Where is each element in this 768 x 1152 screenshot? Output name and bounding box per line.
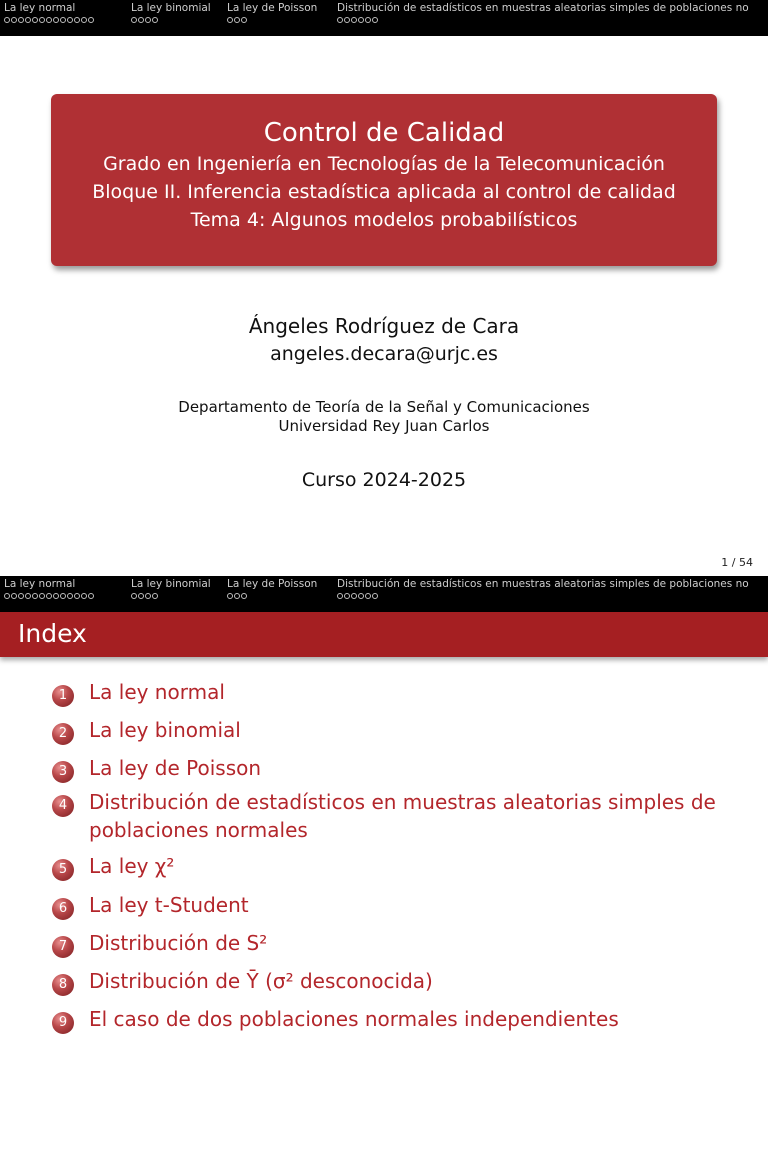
nav-progress-dot[interactable] bbox=[358, 17, 364, 23]
page-number: 1 / 54 bbox=[721, 556, 753, 569]
toc-item-text[interactable]: La ley χ² bbox=[89, 854, 175, 878]
toc-number-ball: 7 bbox=[52, 936, 74, 958]
nav-section-label[interactable]: La ley de Poisson bbox=[227, 2, 318, 14]
nav-progress-dot[interactable] bbox=[365, 17, 371, 23]
nav-progress-dot[interactable] bbox=[241, 593, 247, 599]
nav-section-normal[interactable] bbox=[4, 578, 95, 602]
section-navbar bbox=[0, 0, 768, 36]
nav-section-distribucion[interactable] bbox=[337, 2, 749, 26]
frame-title-bar bbox=[0, 612, 768, 657]
presentation-title: Control de Calidad bbox=[263, 118, 505, 148]
nav-progress-dot[interactable] bbox=[32, 593, 38, 599]
nav-progress-dot[interactable] bbox=[152, 593, 158, 599]
nav-progress-dot[interactable] bbox=[131, 593, 137, 599]
nav-progress-dot[interactable] bbox=[344, 17, 350, 23]
nav-progress-dot[interactable] bbox=[145, 593, 151, 599]
toc-number-ball: 9 bbox=[52, 1012, 74, 1034]
toc-item-text[interactable]: La ley binomial bbox=[89, 718, 241, 742]
author-name: Ángeles Rodríguez de Cara bbox=[248, 314, 520, 338]
nav-progress-dot[interactable] bbox=[39, 17, 45, 23]
nav-progress-dot[interactable] bbox=[88, 593, 94, 599]
toc-item-text[interactable]: La ley normal bbox=[89, 680, 225, 704]
subtitle-block: Bloque II. Inferencia estadística aplicada al control de calidad bbox=[92, 181, 676, 203]
nav-section-label[interactable]: La ley binomial bbox=[131, 578, 211, 590]
author-email[interactable]: angeles.decara@urjc.es bbox=[270, 343, 498, 365]
nav-section-label[interactable]: La ley de Poisson bbox=[227, 578, 318, 590]
nav-progress-dot[interactable] bbox=[18, 17, 24, 23]
index-slide bbox=[0, 576, 768, 1152]
nav-section-label[interactable]: La ley normal bbox=[4, 2, 76, 14]
subtitle-degree: Grado en Ingeniería en Tecnologías de la Telecomunicación bbox=[103, 153, 665, 175]
toc-number-ball: 2 bbox=[52, 723, 74, 745]
nav-progress-dot[interactable] bbox=[227, 593, 233, 599]
nav-progress-dot[interactable] bbox=[25, 17, 31, 23]
toc-number-ball: 3 bbox=[52, 761, 74, 783]
nav-progress-dot[interactable] bbox=[145, 17, 151, 23]
nav-progress-dot[interactable] bbox=[32, 17, 38, 23]
nav-progress-dots[interactable] bbox=[337, 593, 749, 602]
nav-section-binomial[interactable] bbox=[131, 2, 211, 26]
subtitle-topic: Tema 4: Algunos modelos probabilísticos bbox=[190, 209, 578, 231]
nav-progress-dots[interactable] bbox=[227, 593, 317, 602]
toc-item-text[interactable]: El caso de dos poblaciones normales independientes bbox=[89, 1007, 619, 1031]
nav-progress-dot[interactable] bbox=[234, 593, 240, 599]
title-block bbox=[51, 94, 717, 266]
nav-progress-dot[interactable] bbox=[39, 593, 45, 599]
section-navbar bbox=[0, 576, 768, 612]
nav-progress-dots[interactable] bbox=[337, 17, 749, 26]
nav-progress-dots[interactable] bbox=[4, 17, 95, 26]
nav-progress-dot[interactable] bbox=[25, 593, 31, 599]
nav-progress-dot[interactable] bbox=[241, 17, 247, 23]
nav-progress-dot[interactable] bbox=[53, 593, 59, 599]
nav-progress-dot[interactable] bbox=[81, 593, 87, 599]
nav-progress-dot[interactable] bbox=[60, 593, 66, 599]
nav-progress-dot[interactable] bbox=[18, 593, 24, 599]
nav-progress-dot[interactable] bbox=[227, 17, 233, 23]
nav-progress-dots[interactable] bbox=[4, 593, 95, 602]
nav-section-binomial[interactable] bbox=[131, 578, 211, 602]
nav-progress-dot[interactable] bbox=[365, 593, 371, 599]
nav-progress-dot[interactable] bbox=[138, 593, 144, 599]
nav-progress-dot[interactable] bbox=[67, 593, 73, 599]
toc-number-ball: 1 bbox=[52, 685, 74, 707]
nav-progress-dot[interactable] bbox=[74, 17, 80, 23]
nav-progress-dot[interactable] bbox=[372, 17, 378, 23]
toc-number-ball: 6 bbox=[52, 898, 74, 920]
nav-progress-dot[interactable] bbox=[4, 17, 10, 23]
nav-section-label[interactable]: Distribución de estadísticos en muestras aleatorias simples de poblaciones no bbox=[337, 2, 749, 14]
nav-progress-dot[interactable] bbox=[152, 17, 158, 23]
nav-section-distribucion[interactable] bbox=[337, 578, 749, 602]
toc-number-ball: 4 bbox=[52, 795, 74, 817]
toc-item-text[interactable]: Distribución de Ȳ (σ² desconocida) bbox=[89, 969, 433, 993]
nav-progress-dots[interactable] bbox=[227, 17, 317, 26]
nav-section-label[interactable]: La ley normal bbox=[4, 578, 76, 590]
toc-item-text[interactable]: La ley t-Student bbox=[89, 893, 249, 917]
nav-progress-dot[interactable] bbox=[138, 17, 144, 23]
toc-number-ball: 8 bbox=[52, 974, 74, 996]
nav-progress-dot[interactable] bbox=[131, 17, 137, 23]
nav-progress-dot[interactable] bbox=[351, 17, 357, 23]
frame-title: Index bbox=[18, 619, 87, 648]
nav-progress-dots[interactable] bbox=[131, 17, 211, 26]
department: Departamento de Teoría de la Señal y Comunicaciones bbox=[178, 398, 590, 416]
nav-section-label[interactable]: La ley binomial bbox=[131, 2, 211, 14]
nav-progress-dot[interactable] bbox=[351, 593, 357, 599]
nav-section-poisson[interactable] bbox=[227, 2, 317, 26]
nav-progress-dot[interactable] bbox=[67, 17, 73, 23]
nav-progress-dot[interactable] bbox=[4, 593, 10, 599]
nav-section-poisson[interactable] bbox=[227, 578, 317, 602]
nav-progress-dot[interactable] bbox=[60, 17, 66, 23]
nav-progress-dot[interactable] bbox=[344, 593, 350, 599]
nav-progress-dot[interactable] bbox=[81, 17, 87, 23]
nav-progress-dot[interactable] bbox=[234, 17, 240, 23]
nav-progress-dots[interactable] bbox=[131, 593, 211, 602]
nav-progress-dot[interactable] bbox=[46, 593, 52, 599]
nav-section-normal[interactable] bbox=[4, 2, 95, 26]
nav-section-label[interactable]: Distribución de estadísticos en muestras aleatorias simples de poblaciones no bbox=[337, 578, 749, 590]
nav-progress-dot[interactable] bbox=[337, 593, 343, 599]
nav-progress-dot[interactable] bbox=[337, 17, 343, 23]
toc-item-text[interactable]: Distribución de estadísticos en muestras aleatorias simples de poblaciones normales bbox=[89, 790, 716, 842]
nav-progress-dot[interactable] bbox=[53, 17, 59, 23]
nav-progress-dot[interactable] bbox=[46, 17, 52, 23]
nav-progress-dot[interactable] bbox=[358, 593, 364, 599]
nav-progress-dot[interactable] bbox=[11, 17, 17, 23]
nav-progress-dot[interactable] bbox=[11, 593, 17, 599]
toc-item-text[interactable]: La ley de Poisson bbox=[89, 756, 262, 780]
toc-item-text[interactable]: Distribución de S² bbox=[89, 931, 268, 955]
nav-progress-dot[interactable] bbox=[88, 17, 94, 23]
university: Universidad Rey Juan Carlos bbox=[278, 417, 490, 435]
nav-progress-dot[interactable] bbox=[74, 593, 80, 599]
course-year: Curso 2024-2025 bbox=[301, 469, 467, 491]
toc-number-ball: 5 bbox=[52, 859, 74, 881]
nav-progress-dot[interactable] bbox=[372, 593, 378, 599]
